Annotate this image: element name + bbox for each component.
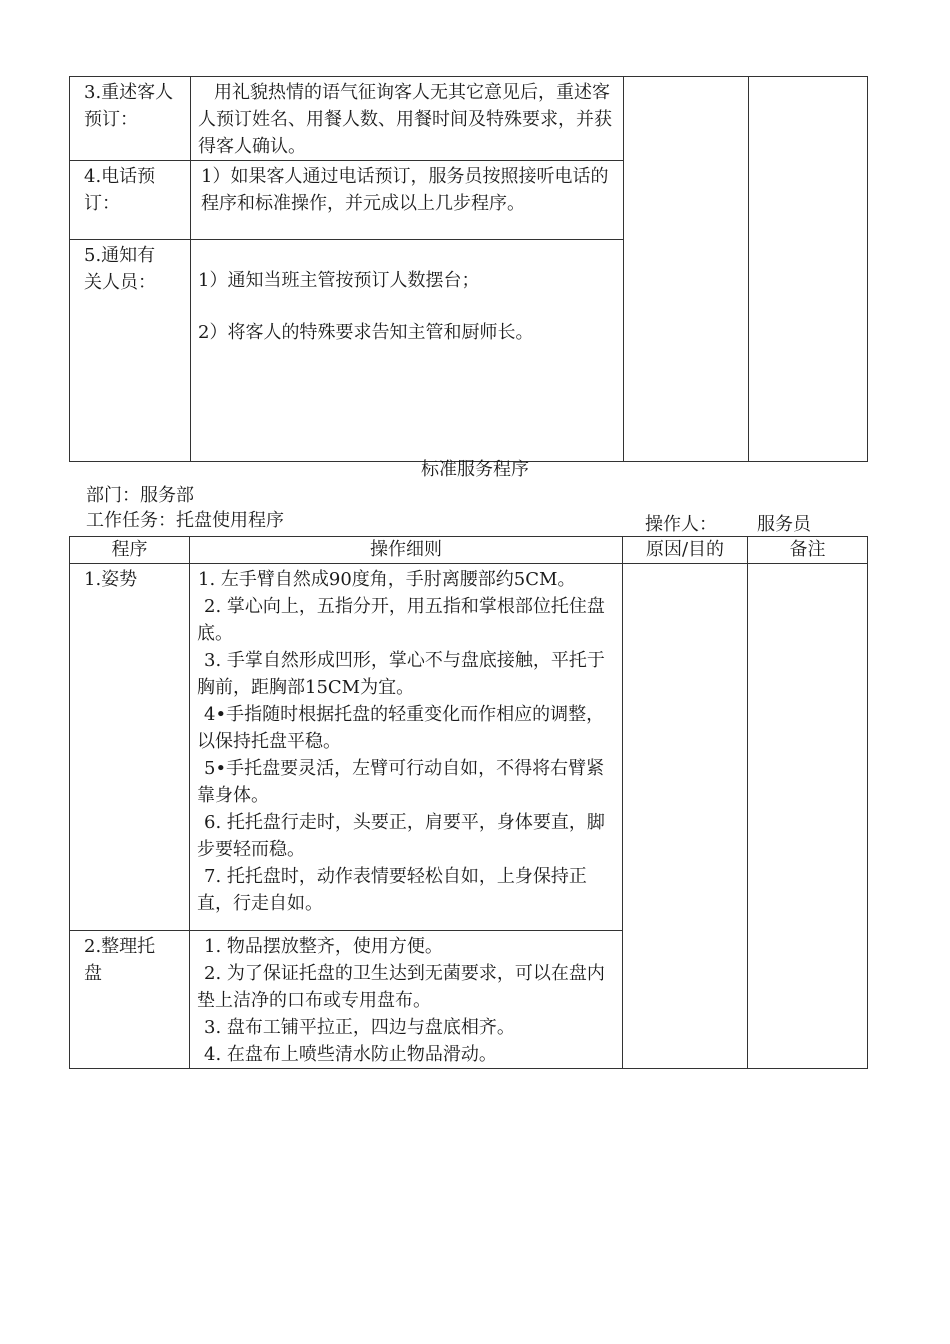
step-cell — [70, 931, 190, 1069]
step-cell — [70, 161, 191, 240]
detail-cell — [191, 77, 624, 161]
operator-info — [645, 513, 811, 537]
step-label: 1.姿势 — [84, 569, 138, 590]
operator-value: 服务员 — [757, 514, 811, 535]
step-label: 5.通知有关人员： — [84, 245, 156, 293]
step-label: 4.电话预订： — [84, 166, 156, 214]
reason-cell — [624, 77, 749, 462]
tray-procedure-table — [69, 536, 868, 1069]
detail-item: 4. 在盘布上喷些清水防止物品滑动。 — [204, 1044, 497, 1065]
detail-cell — [190, 931, 623, 1069]
detail-line: 2）将客人的特殊要求告知主管和厨师长。 — [198, 322, 534, 343]
detail-item: 1. 物品摆放整齐，使用方便。 — [204, 936, 443, 957]
detail-item: 3. 手掌自然形成凹形，掌心不与盘底接触，平托于胸前，距胸部15CM为宜。 — [197, 650, 605, 698]
step-cell — [70, 240, 191, 462]
detail-item: 6. 托托盘行走时，头要正，肩要平，身体要直，脚步要轻而稳。 — [197, 812, 605, 860]
detail-item: 1. 左手臂自然成90度角，手肘离腰部约5CM。 — [198, 569, 576, 590]
detail-item: 7. 托托盘时，动作表情要轻松自如，上身保持正直，行走自如。 — [197, 866, 587, 914]
header-reason: 原因/目的 — [623, 537, 748, 564]
reservation-table — [69, 76, 868, 462]
remark-cell — [748, 564, 868, 1069]
detail-item: 2. 为了保证托盘的卫生达到无菌要求，可以在盘内垫上洁净的口布或专用盘布。 — [197, 963, 605, 1011]
department-label: 部门：服务部 — [86, 485, 194, 506]
detail-cell — [191, 161, 624, 240]
detail-item: 5•手托盘要灵活，左臂可行动自如，不得将右臂紧靠身体。 — [197, 758, 605, 806]
detail-text: 用礼貌热情的语气征询客人无其它意见后，重述客人预订姓名、用餐人数、用餐时间及特殊要求，并获得客人确认。 — [198, 82, 612, 157]
document-title: 标准服务程序 — [421, 459, 529, 480]
step-label: 2.整理托盘 — [84, 936, 156, 984]
table-row — [70, 77, 868, 161]
table-row — [70, 564, 868, 931]
detail-cell — [190, 564, 623, 931]
detail-item: 4•手指随时根据托盘的轻重变化而作相应的调整，以保持托盘平稳。 — [197, 704, 605, 752]
detail-item: 3. 盘布工铺平拉正，四边与盘底相齐。 — [204, 1017, 515, 1038]
detail-line: 1）通知当班主管按预订人数摆台； — [198, 270, 480, 291]
reason-cell — [623, 564, 748, 1069]
step-cell — [70, 564, 190, 931]
table-header-row — [70, 537, 868, 564]
header-remark: 备注 — [748, 537, 868, 564]
task-label: 工作任务：托盘使用程序 — [86, 510, 284, 531]
step-label: 3.重述客人预订： — [84, 82, 174, 130]
operator-label: 操作人： — [645, 514, 717, 535]
remark-cell — [749, 77, 868, 462]
detail-text: 1）如果客人通过电话预订，服务员按照接听电话的程序和标准操作，并元成以上几步程序。 — [201, 166, 609, 214]
header-step: 程序 — [70, 537, 190, 564]
detail-cell — [191, 240, 624, 462]
header-detail: 操作细则 — [190, 537, 623, 564]
step-cell — [70, 77, 191, 161]
detail-item: 2. 掌心向上，五指分开，用五指和掌根部位托住盘底。 — [197, 596, 605, 644]
